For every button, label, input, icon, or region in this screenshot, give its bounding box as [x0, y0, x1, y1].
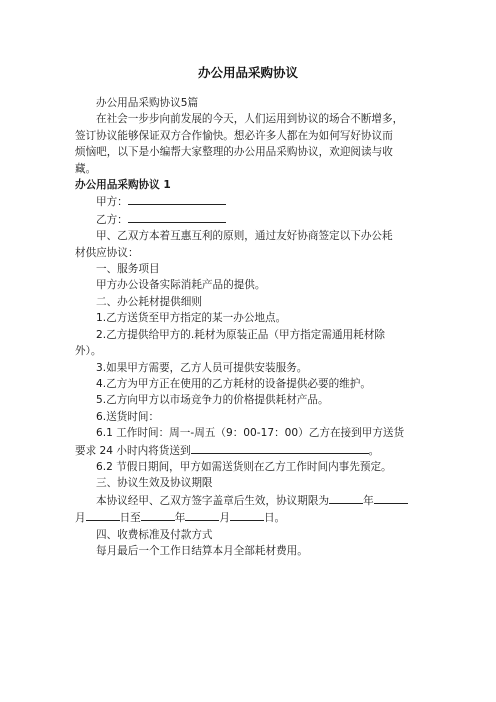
- intro-line-2: 签订协议能够保证双方合作愉快。想必许多人都在为如何写好协议而: [75, 129, 393, 142]
- agreement-line-2: 材供应协议：: [75, 246, 139, 259]
- term-line-2: [75, 509, 431, 526]
- subtitle: 办公用品采购协议5篇: [96, 97, 199, 109]
- party-a-blank: [128, 193, 226, 205]
- end-month-blank: [185, 509, 219, 521]
- heading-service: 一、服务项目: [96, 263, 160, 276]
- start-year-blank: [329, 492, 363, 504]
- heading-term: 三、协议生效及协议期限: [96, 477, 213, 490]
- intro-line-3: 烦恼吧，以下是小编帮大家整理的办公用品采购协议，欢迎阅读与收: [75, 146, 393, 159]
- end-month-label: 月: [219, 512, 230, 525]
- end-day-blank: [230, 509, 264, 521]
- term-text: 本协议经甲、乙双方签字盖章后生效，协议期限为: [96, 494, 330, 507]
- heading-details: 二、办公耗材提供细则: [96, 295, 202, 308]
- item-6: 6.送货时间：: [96, 410, 160, 423]
- item-2-line-1: 2.乙方提供给甲方的.耗材为原装正品（甲方指定需通用耗材除: [96, 328, 385, 341]
- heading-payment: 四、收费标准及付款方式: [96, 528, 213, 541]
- service-text: 甲方办公设备实际消耗产品的提供。: [96, 279, 266, 292]
- item-3: 3.如果甲方需要，乙方人员可提供安装服务。: [96, 361, 308, 374]
- start-month-blank: [374, 492, 408, 504]
- party-a-line: [75, 193, 431, 210]
- document-body: [75, 95, 431, 559]
- end-year-blank: [141, 509, 175, 521]
- item-5: 5.乙方向甲方以市场竞争力的价格提供耗材产品。: [96, 394, 329, 407]
- end-day-label: 日。: [263, 512, 286, 525]
- item-6-1-line-2: [75, 442, 431, 459]
- item-6-2: 6.2 节假日期间，甲方如需送货则在乙方工作时间内事先预定。: [96, 460, 392, 473]
- party-a-label: 甲方：: [96, 196, 128, 209]
- party-b-line: [75, 211, 431, 228]
- item-1: 1.乙方送货至甲方指定的某一办公地点。: [96, 312, 287, 325]
- item-6-1-text: 要求 24 小时内将货送到: [75, 444, 191, 457]
- agreement-line-1: 甲、乙双方本着互惠互利的原则，通过友好协商签定以下办公耗: [96, 230, 393, 243]
- term-line-1: [75, 492, 431, 509]
- month-label: 月: [75, 512, 86, 525]
- delivery-address-blank: [191, 442, 369, 454]
- start-day-blank: [86, 509, 120, 521]
- item-2-line-2: 外）。: [75, 345, 102, 358]
- party-b-label: 乙方：: [96, 213, 128, 226]
- year-label: 年: [363, 494, 374, 507]
- intro-line-1: 在社会一步步向前发展的今天，人们运用到协议的场合不断增多，: [96, 113, 404, 126]
- item-4: 4.乙方为甲方正在使用的乙方耗材的设备提供必要的维护。: [96, 377, 371, 390]
- section-heading: 办公用品采购协议 1: [75, 179, 171, 192]
- document-title: 办公用品采购协议: [197, 65, 298, 80]
- intro-line-4: 藏。: [75, 162, 97, 175]
- end-year-label: 年: [174, 512, 186, 525]
- period: 。: [368, 444, 380, 457]
- party-b-blank: [128, 211, 226, 223]
- item-6-1-line-1: 6.1 工作时间：周一-周五（9：00-17：00）乙方在接到甲方送货: [96, 427, 405, 440]
- day-to-label: 日至: [119, 512, 141, 525]
- payment-text: 每月最后一个工作日结算本月全部耗材费用。: [96, 544, 308, 557]
